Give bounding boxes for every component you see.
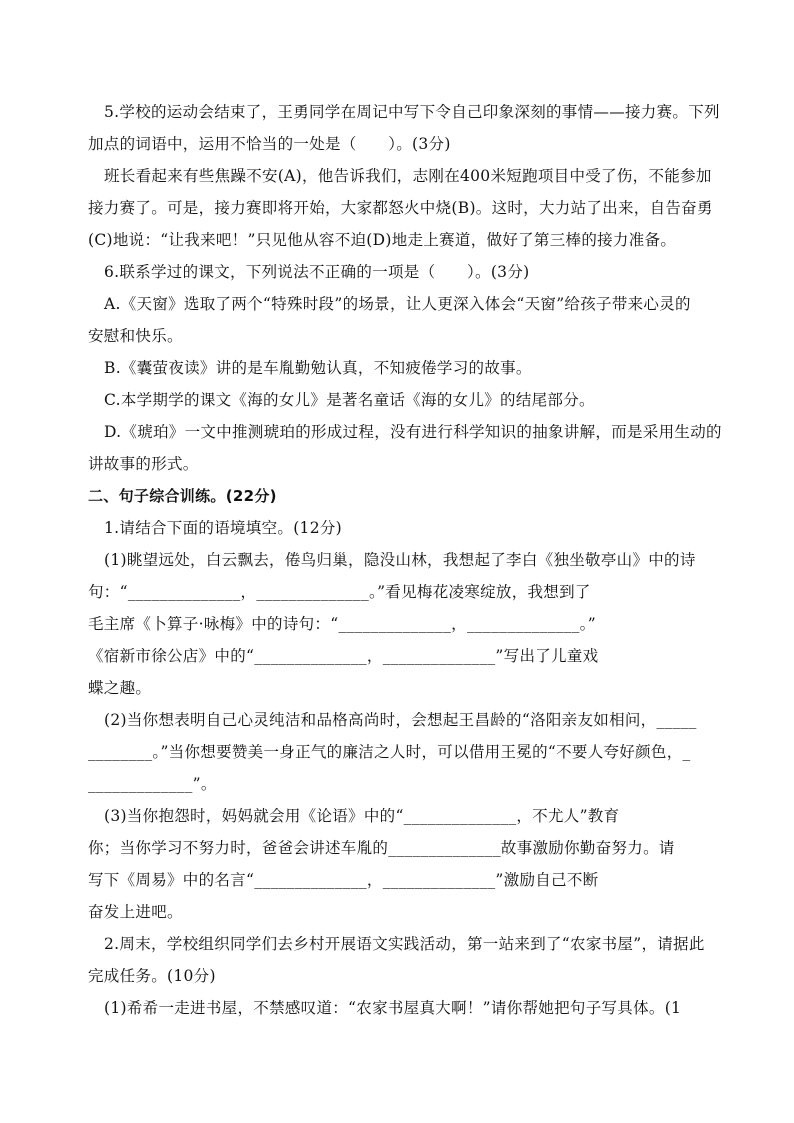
s2-q1-2-line-3: _____________”。 — [88, 775, 217, 793]
s2-q2-1-line-1: (1)希希一走进书屋，不禁感叹道：“农家书屋真大啊！”请你帮她把句子写具体。(1 — [104, 999, 682, 1017]
s2-q1-1-line-4: 《宿新市徐公店》中的“______________，______________”写出了儿童戏 — [88, 647, 599, 665]
q6-option-d-line-1: D.《琥珀》一文中推测琥珀的形成过程，没有进行科学知识的抽象讲解，而是采用生动的 — [104, 423, 722, 441]
q6-line: 6.联系学过的课文，下列说法不正确的一项是（ ）。(3分) — [104, 263, 530, 281]
q5-line-1: 5.学校的运动会结束了，王勇同学在周记中写下令自己印象深刻的事情——接力赛。下列 — [104, 103, 720, 121]
s2-q1-1-line-2: 句：“______________，______________。”看见梅花凌寒绽放，我想到了 — [88, 583, 591, 601]
q5-passage-line-2: 接力赛了。可是，接力赛即将开始，大家都怒火中烧(B)。这时，大力站了出来，自告奋勇 — [88, 199, 713, 217]
s2-q1-2-line-1: (2)当你想表明自己心灵纯洁和品格高尚时，会想起王昌龄的“洛阳亲友如相问，_____ — [104, 711, 697, 729]
s2-q2-line-2: 完成任务。(10分) — [88, 967, 216, 985]
q5-passage-line-1: 班长看起来有些焦躁不安(A)，他告诉我们，志刚在400米短跑项目中受了伤，不能参加 — [104, 167, 712, 185]
q6-option-b: B.《囊萤夜读》讲的是车胤勤勉认真，不知疲倦学习的故事。 — [104, 359, 532, 377]
q5-passage-line-3: (C)地说：“让我来吧！”只见他从容不迫(D)地走上赛道，做好了第三棒的接力准备。 — [88, 231, 677, 249]
s2-q1-2-line-2: ________。”当你想要赞美一身正气的廉洁之人时，可以借用王冕的“不要人夸好颜色，_ — [88, 743, 691, 761]
s2-q1-1-line-3: 毛主席《卜算子·咏梅》中的诗句：“______________，______________。” — [88, 615, 596, 633]
s2-q2-line-1: 2.周末，学校组织同学们去乡村开展语文实践活动，第一站来到了“农家书屋”，请据此 — [104, 935, 705, 953]
s2-q1-1-line-5: 蝶之趣。 — [88, 679, 152, 697]
q5-line-2: 加点的词语中，运用不恰当的一处是（ ）。(3分) — [88, 135, 451, 153]
s2-q1-3-line-2: 你；当你学习不努力时，爸爸会讲述车胤的______________故事激励你勤奋努力。请 — [88, 839, 675, 857]
s2-q1-heading: 1.请结合下面的语境填空。(12分) — [104, 519, 343, 537]
q6-option-a-line-1: A.《天窗》选取了两个“特殊时段”的场景，让人更深入体会“天窗”给孩子带来心灵的 — [104, 295, 691, 313]
s2-q1-1-line-1: (1)眺望远处，白云飘去，倦鸟归巢，隐没山林，我想起了李白《独坐敬亭山》中的诗 — [104, 551, 696, 569]
q6-option-c: C.本学期学的课文《海的女儿》是著名童话《海的女儿》的结尾部分。 — [104, 391, 595, 409]
s2-q1-3-line-3: 写下《周易》中的名言“______________，______________”激励自己不断 — [88, 871, 599, 889]
q6-option-d-line-2: 讲故事的形式。 — [88, 455, 199, 473]
s2-q1-3-line-1: (3)当你抱怨时，妈妈就会用《论语》中的“______________，不尤人”教育 — [104, 807, 620, 825]
q6-option-a-line-2: 安慰和快乐。 — [88, 327, 183, 345]
section-2-heading: 二、句子综合训练。(22分) — [88, 487, 277, 505]
s2-q1-3-line-4: 奋发上进吧。 — [88, 903, 183, 921]
